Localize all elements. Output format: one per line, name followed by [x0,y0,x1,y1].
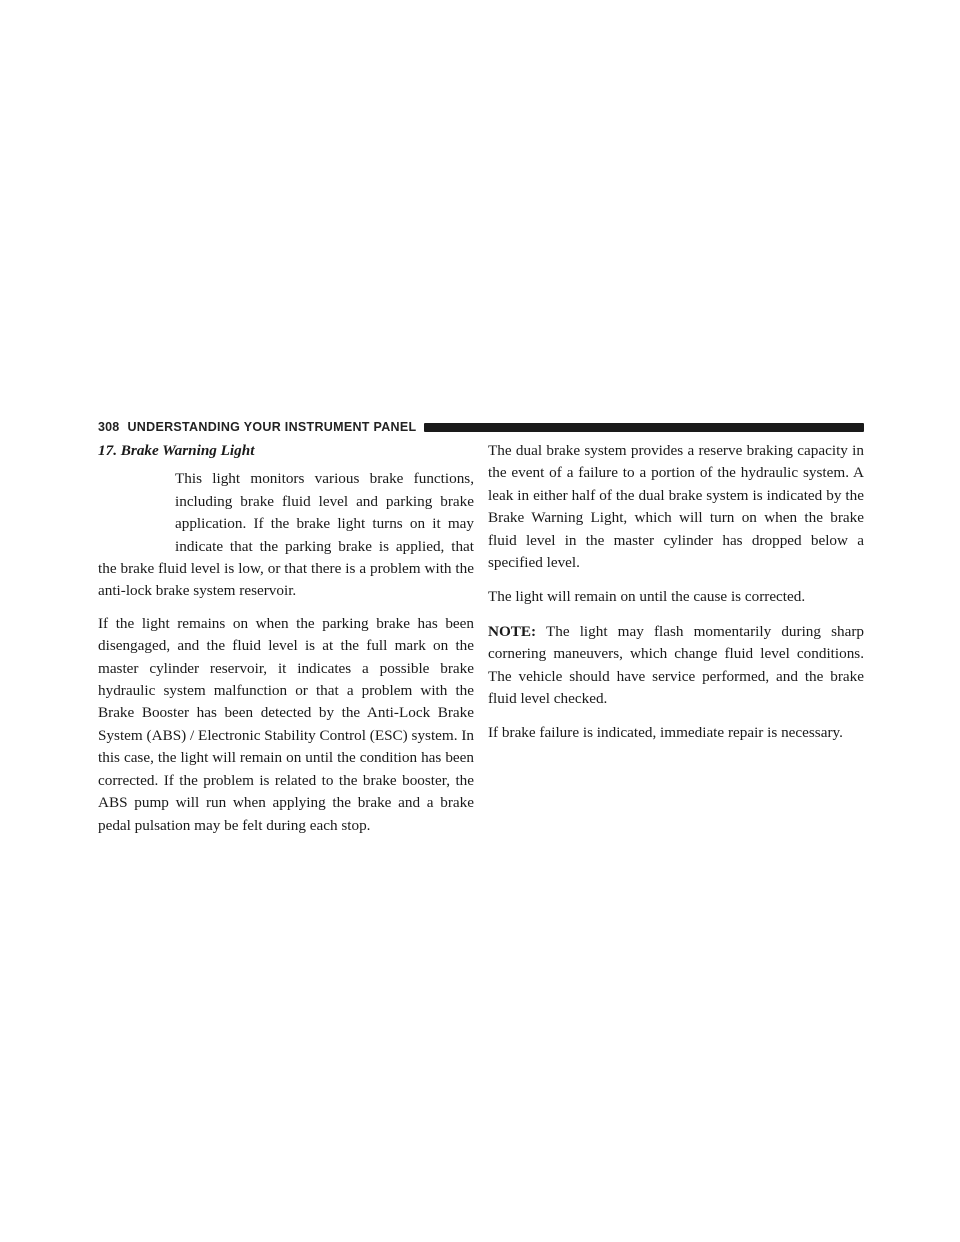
right-column [488,440,864,757]
body-paragraph: The dual brake system provides a reserve braking capacity in the event of a failure to a portion of the hydraulic system. A leak in either half of the dual brake system is indicated by the Brake Warning Light, which will turn on when the brake fluid level in the master cylinder has dropped below a specified level. [488,442,864,572]
section-title: UNDERSTANDING YOUR INSTRUMENT PANEL [127,420,417,434]
page-header [98,418,864,436]
brake-warning-icon [98,468,175,556]
note-text: The light may flash momentarily during sharp cornering maneuvers, which change fluid level conditions. The vehicle should have service performed, and the brake fluid level checked. [488,622,864,708]
header-rule [424,423,864,432]
intro-paragraph [98,468,474,602]
page-number: 308 [98,420,120,434]
note-label: NOTE: [488,622,537,640]
section-heading: 17. Brake Warning Light [98,442,255,459]
body-paragraph: If the light remains on when the parking brake has been disengaged, and the fluid level is at the full mark on the master cylinder reservoir, it indicates a possible brake hydraulic system malfunction or that a problem with the Brake Booster has been detected by the Anti-Lock Brake System (ABS) / Electronic Stability Control (ESC) system. In this case, the light will remain on until the condition has been corrected. If the problem is related to the brake booster, the ABS pump will run when applying the brake and a brake pedal pulsation may be felt during each stop. [98,614,474,834]
note-paragraph [488,621,864,711]
intro-text: This light monitors various brake functions, including brake fluid level and parking brake application. If the brake light turns on it may indicate that the parking brake is applied, that the brake fluid level is low, or that there is a problem with the anti-lock brake system reservoir. [98,470,474,600]
body-paragraph: The light will remain on until the cause is corrected. [488,588,806,606]
body-paragraph: If brake failure is indicated, immediate repair is necessary. [488,724,843,742]
left-column [98,440,474,849]
